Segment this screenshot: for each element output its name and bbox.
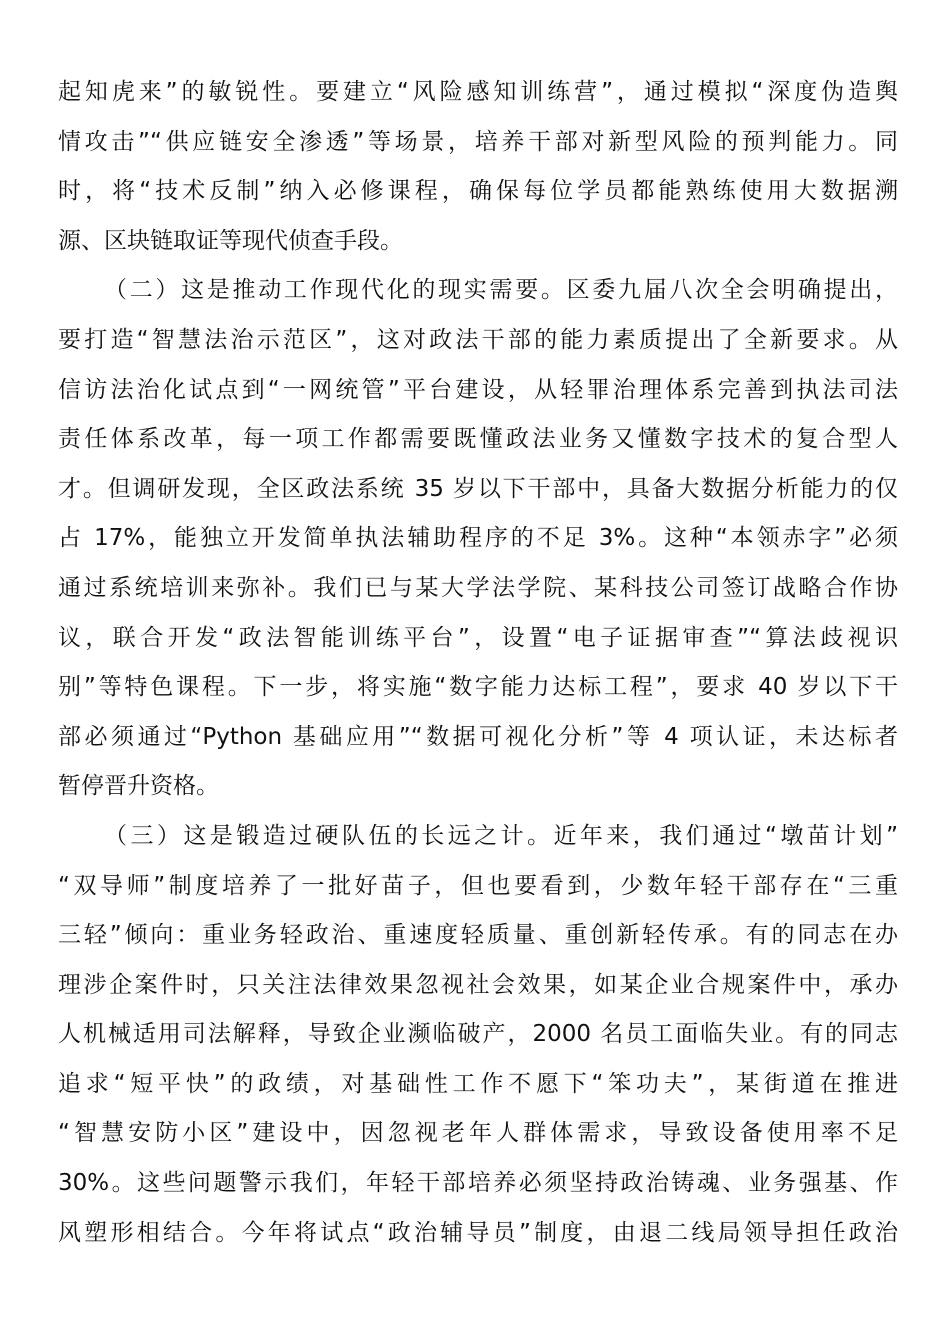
text-line: 占 17%，能独立开发简单执法辅助程序的不足 3%。这种“本领赤字”必须: [58, 525, 898, 552]
text-line: 暂停晋升资格。: [58, 773, 219, 800]
text-line: 源、区块链取证等现代侦查手段。: [58, 227, 403, 254]
text-line: 人机械适用司法解释，导致企业濒临破产，2000 名员工面临失业。有的同志: [58, 1021, 898, 1048]
text-line: 情攻击”“供应链安全渗透”等场景，培养干部对新型风险的预判能力。同: [58, 128, 898, 155]
text-line: 时，将“技术反制”纳入必修课程，确保每位学员都能熟练使用大数据溯: [58, 178, 898, 205]
text-line: 通过系统培训来弥补。我们已与某大学法学院、某科技公司签订战略合作协: [58, 574, 898, 601]
text-line: 风塑形相结合。今年将试点“政治辅导员”制度，由退二线局领导担任政治: [58, 1219, 898, 1246]
body-text: [58, 68, 898, 1258]
text-line: 别”等特色课程。下一步，将实施“数字能力达标工程”，要求 40 岁以下干: [58, 674, 898, 701]
text-line: 起知虎来”的敏锐性。要建立“风险感知训练营”，通过模拟“深度伪造舆: [58, 79, 898, 105]
text-line: 责任体系改革，每一项工作都需要既懂政法业务又懂数字技术的复合型人: [58, 426, 898, 453]
text-line: 30%。这些问题警示我们，年轻干部培养必须坚持政治铸魂、业务强基、作: [58, 1170, 898, 1197]
text-line: 追求“短平快”的政绩，对基础性工作不愿下“笨功夫”，某街道在推进: [58, 1070, 898, 1097]
paragraph-start-line: （三）这是锻造过硬队伍的长远之计。近年来，我们通过“墩苗计划”: [104, 822, 898, 849]
text-line: “双导师”制度培养了一批好苗子，但也要看到，少数年轻干部存在“三重: [58, 872, 898, 899]
text-line: 三轻”倾向：重业务轻政治、重速度轻质量、重创新轻传承。有的同志在办: [58, 922, 898, 949]
text-line: “智慧安防小区”建设中，因忽视老年人群体需求，导致设备使用率不足: [58, 1120, 898, 1147]
text-line: 议，联合开发“政法智能训练平台”，设置“电子证据审查”“算法歧视识: [58, 624, 898, 651]
text-line: 要打造“智慧法治示范区”，这对政法干部的能力素质提出了全新要求。从: [58, 326, 898, 353]
text-line: 部必须通过“Python 基础应用”“数据可视化分析”等 4 项认证，未达标者: [58, 723, 898, 750]
paragraph-start-line: （二）这是推动工作现代化的现实需要。区委九届八次全会明确提出，: [104, 277, 898, 304]
text-line: 才。但调研发现，全区政法系统 35 岁以下干部中，具备大数据分析能力的仅: [58, 475, 898, 502]
text-line: 理涉企案件时，只关注法律效果忽视社会效果，如某企业合规案件中，承办: [58, 971, 898, 998]
text-line: 信访法治化试点到“一网统管”平台建设，从轻罪治理体系完善到执法司法: [58, 376, 898, 403]
